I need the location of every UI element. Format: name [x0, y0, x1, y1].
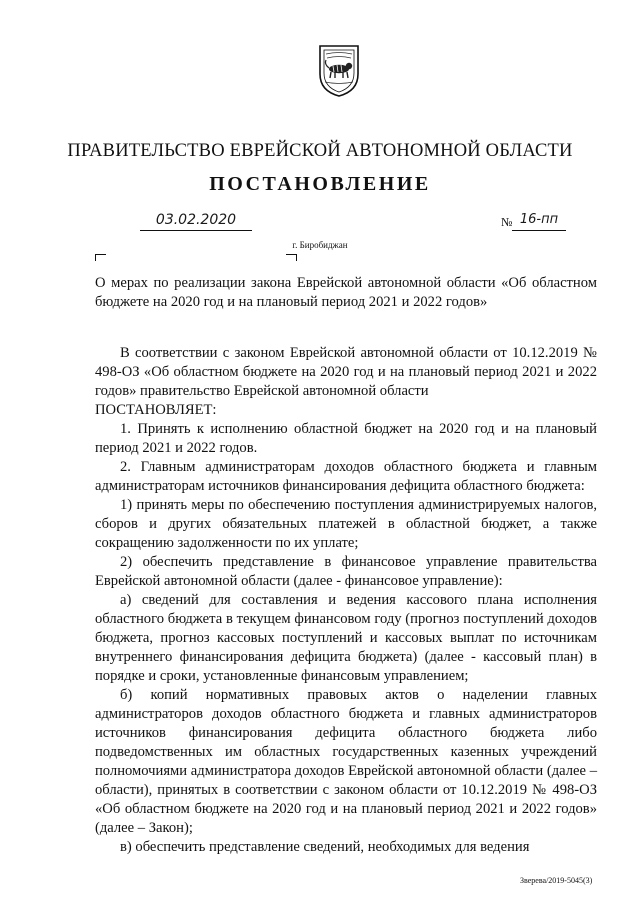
- document-subject: О мерах по реализации закона Еврейской автономной области «Об областном бюджете на 2020 год и на плановый период 2021 и 2022 годов»: [95, 275, 597, 310]
- paragraph-subitem-a: а) сведений для составления и ведения кассового плана исполнения областного бюджета в текущем финансовом году (прогноз поступлений доходов бюджета, прогноз кассовых поступлений и кассовых выплат по источникам внутреннего финансирования дефицита бюджета) (далее - кассовый план) в порядке и сроки, установленные финансовым управлением;: [95, 592, 597, 684]
- number-sign: №: [501, 215, 513, 229]
- city-label: г. Биробиджан: [292, 240, 348, 250]
- document-date: 03.02.2020: [140, 212, 252, 231]
- subject-corner-mark-right: [286, 254, 297, 261]
- government-title: ПРАВИТЕЛЬСТВО ЕВРЕЙСКОЙ АВТОНОМНОЙ ОБЛАСТИ: [67, 141, 573, 161]
- document-body: [95, 344, 597, 857]
- document-type-heading: ПОСТАНОВЛЕНИЕ: [209, 173, 431, 195]
- document-number: 16-пп: [512, 212, 566, 231]
- paragraph-subitem-2: 2) обеспечить представление в финансовое управление правительства Еврейской автономной области (далее - финансовое управление):: [95, 554, 597, 589]
- coat-of-arms-icon: [317, 42, 361, 98]
- paragraph-subitem-b: б) копий нормативных правовых актов о наделении главных администраторов доходов областного бюджета и главных администраторов источников финансирования дефицита областного бюджета либо подведомственных им областных государственных казенных учреждений полномочиями администратора доходов Еврейской автономной области (далее – области), принятых в соответствии с законом области от 10.12.2019 № 498-ОЗ «Об областном бюджете на 2020 год и на плановый период 2021 и 2022 годов» (далее – Закон);: [95, 687, 597, 836]
- paragraph-subitem-1: 1) принять меры по обеспечению поступления администрируемых налогов, сборов и других обязательных платежей в областной бюджет, а также сокращению задолженности по их уплате;: [95, 497, 597, 551]
- footer-reference: Зверева/2019-5045(3): [520, 876, 593, 885]
- subject-corner-mark-left: [95, 254, 106, 261]
- paragraph-item-1: 1. Принять к исполнению областной бюджет на 2020 год и на плановый период 2021 и 2022 годов.: [95, 421, 597, 456]
- paragraph-preamble: В соответствии с законом Еврейской автономной области от 10.12.2019 № 498-ОЗ «Об областном бюджете на 2020 год и на плановый период 2021 и 2022 годов» правительство Еврейской автономной области: [95, 345, 597, 399]
- paragraph-resolves: ПОСТАНОВЛЯЕТ:: [95, 402, 217, 418]
- paragraph-item-2: 2. Главным администраторам доходов областного бюджета и главным администраторам источников финансирования дефицита областного бюджета:: [95, 459, 597, 494]
- paragraph-subitem-v: в) обеспечить представление сведений, необходимых для ведения: [120, 839, 530, 855]
